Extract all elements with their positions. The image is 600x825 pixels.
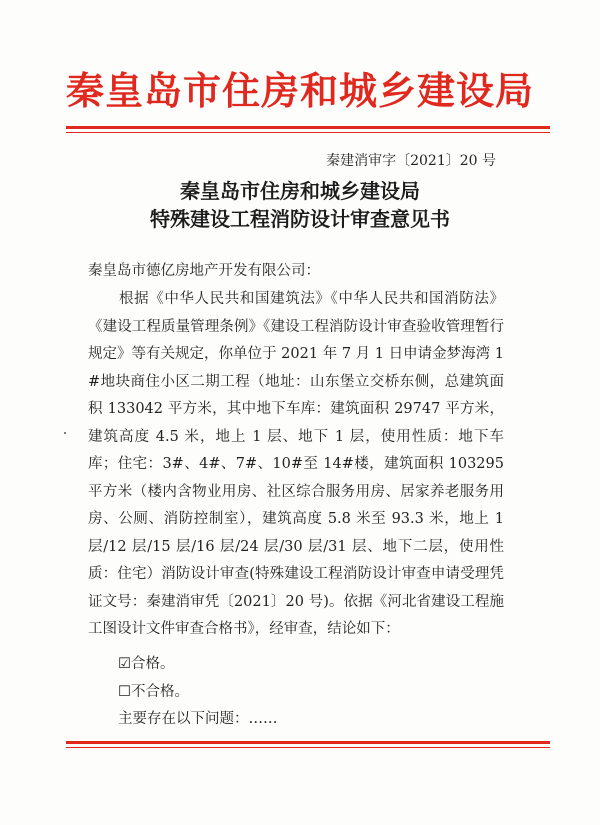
problems-line: 主要存在以下问题：…… <box>118 711 278 727</box>
document-number: 秦建消审字〔2021〕20 号 <box>326 153 496 169</box>
footer-rule-thin <box>66 747 550 748</box>
footer-rule-thick <box>66 741 550 744</box>
body-paragraph: 根据《中华人民共和国建筑法》《中华人民共和国消防法》《建设工程质量管理条例》《建设工程消防设计审查验收管理暂行规定》等有关规定，你单位于 2021 年 7 月 1 日申请金梦海湾 1#地块商住小区二期工程（地址：山东堡立交桥东侧，总建筑面积 133042 平方米，其中地下车库：建筑面积 29747 平方米，建筑高度 4.5 米，地上 1 层、地下 1 层，使用性质：地下车库；住宅：3#、4#、7#、10#至 14#楼，建筑面积 103295 平方米（楼内含物业用房、社区综合服务用房、居家养老服务用房、公厕、消防控制室），建筑高度 5.8 米至 93.3 米，地上 1 层/12 层/15 层/16 层/24 层/30 层/31 层、地下二层，使用性质：住宅）消防设计审查(特殊建设工程消防设计审查申请受理凭证文号：秦建消审凭〔2021〕20 号)。依据《河北省建设工程施工图设计文件审查合格书》，经审查，结论如下： <box>88 291 504 637</box>
option-pass: ☑合格。 <box>118 656 175 672</box>
letterhead-title: 秦皇岛市住房和城乡建设局 <box>65 68 534 113</box>
document-title-line1: 秦皇岛市住房和城乡建设局 <box>180 179 420 203</box>
salutation: 秦皇岛市德亿房地产开发有限公司： <box>88 263 320 279</box>
document-title-line2: 特殊建设工程消防设计审查意见书 <box>150 207 450 231</box>
letterhead-rule-thick <box>66 126 550 129</box>
letterhead-rule-thin <box>66 132 550 133</box>
option-fail: ☐不合格。 <box>118 684 189 700</box>
scan-speck <box>64 432 66 434</box>
